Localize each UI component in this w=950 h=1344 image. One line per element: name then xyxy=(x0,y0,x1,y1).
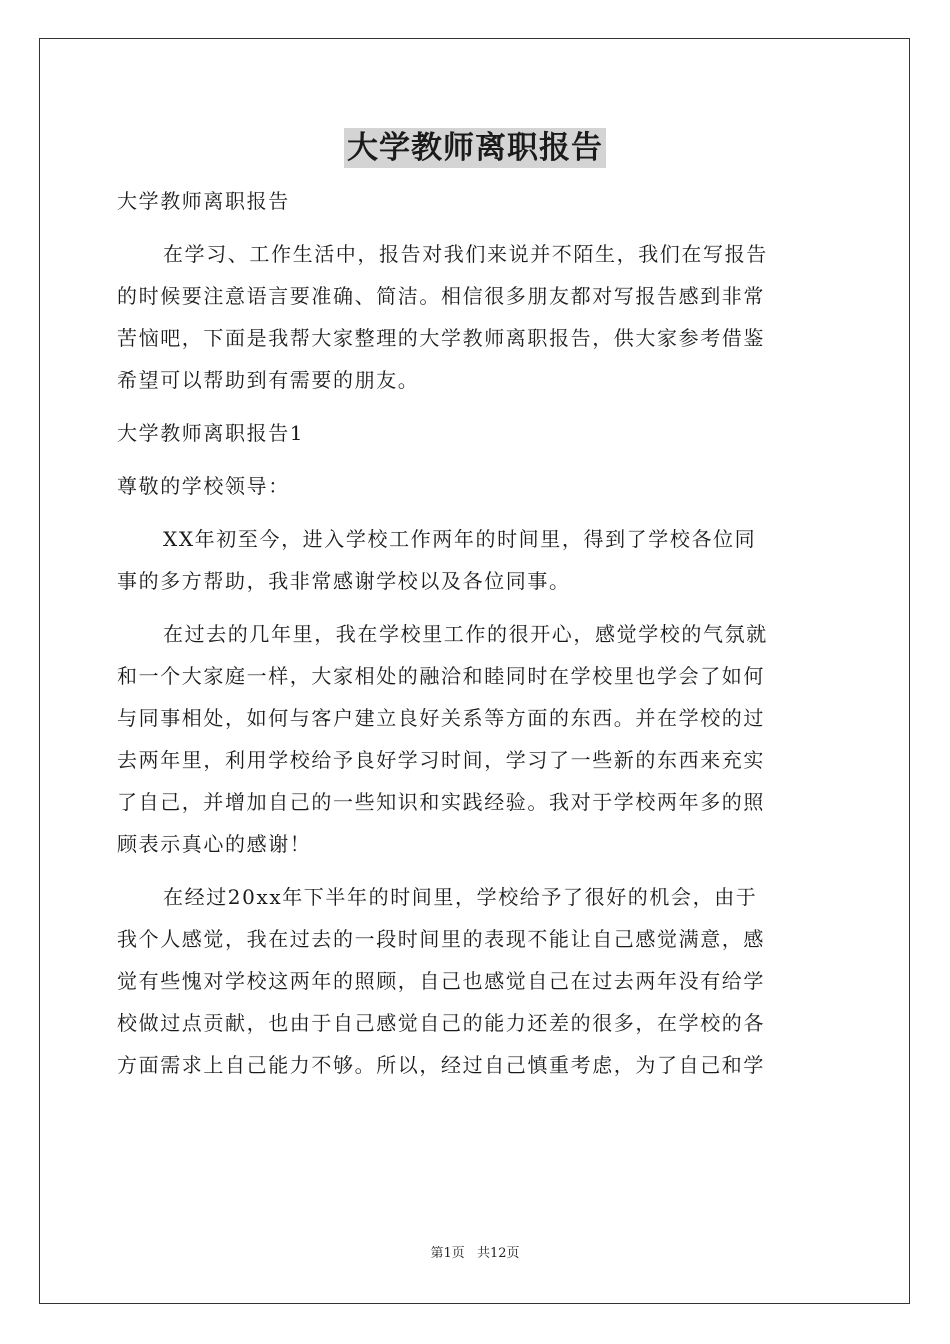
document-title: 大学教师离职报告 xyxy=(344,128,606,168)
paragraph-line: 希望可以帮助到有需要的朋友。 xyxy=(117,368,420,392)
paragraph-line: 和一个大家庭一样，大家相处的融洽和睦同时在学校里也学会了如何 xyxy=(117,664,765,688)
paragraph-line: 事的多方帮助，我非常感谢学校以及各位同事。 xyxy=(117,569,571,593)
paragraph-line: 觉有些愧对学校这两年的照顾，自己也感觉自己在过去两年没有给学 xyxy=(117,969,765,993)
paragraph-line: 在学习、工作生活中，报告对我们来说并不陌生，我们在写报告 xyxy=(163,242,768,266)
page-footer xyxy=(0,1244,950,1264)
subtitle-line: 大学教师离职报告 xyxy=(117,189,290,213)
page-total: 共12页 xyxy=(476,1246,520,1261)
paragraph-line: 去两年里，利用学校给予良好学习时间，学习了一些新的东西来充实 xyxy=(117,748,765,772)
document-body xyxy=(117,180,833,1086)
section-heading: 大学教师离职报告1 xyxy=(117,421,305,445)
paragraph-line: 了自己，并增加自己的一些知识和实践经验。我对于学校两年多的照 xyxy=(117,790,765,814)
paragraph-line: 的时候要注意语言要准确、简洁。相信很多朋友都对写报告感到非常 xyxy=(117,284,765,308)
salutation-line: 尊敬的学校领导： xyxy=(117,474,290,498)
paragraph-line: 校做过点贡献，也由于自己感觉自己的能力还差的很多，在学校的各 xyxy=(117,1011,765,1035)
title-wrap xyxy=(0,128,950,168)
paragraph-line: XX年初至今，进入学校工作两年的时间里，得到了学校各位同 xyxy=(163,527,757,551)
paragraph-line: 顾表示真心的感谢！ xyxy=(117,832,312,856)
paragraph-line: 我个人感觉，我在过去的一段时间里的表现不能让自己感觉满意，感 xyxy=(117,927,765,951)
paragraph-line: 与同事相处，如何与客户建立良好关系等方面的东西。并在学校的过 xyxy=(117,706,765,730)
paragraph-line: 方面需求上自己能力不够。所以，经过自己慎重考虑，为了自己和学 xyxy=(117,1053,765,1077)
page-number: 第1页 xyxy=(430,1246,465,1261)
paragraph-line: 苦恼吧，下面是我帮大家整理的大学教师离职报告，供大家参考借鉴 xyxy=(117,326,765,350)
paragraph-line: 在过去的几年里，我在学校里工作的很开心，感觉学校的气氛就 xyxy=(163,622,768,646)
paragraph-line: 在经过20xx年下半年的时间里，学校给予了很好的机会，由于 xyxy=(163,885,758,909)
